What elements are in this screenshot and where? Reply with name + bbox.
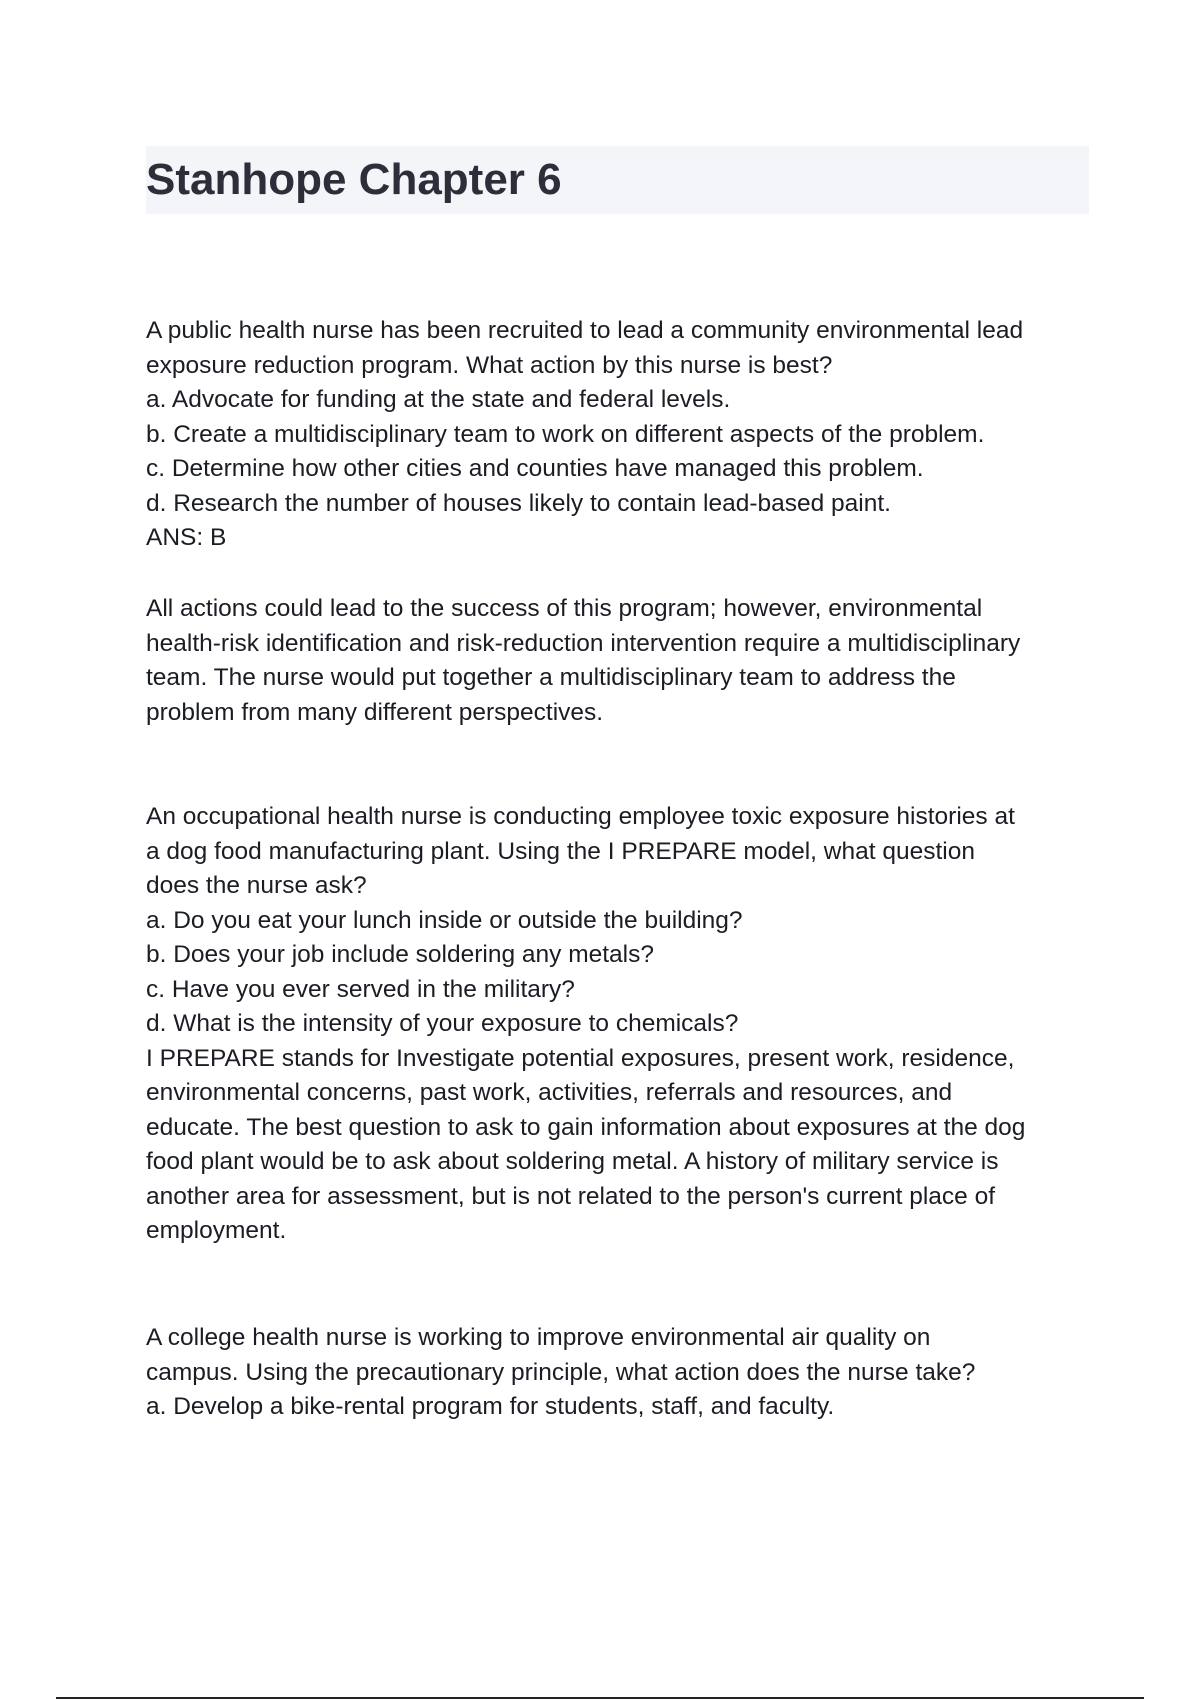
question-1-answer: ANS: B bbox=[146, 524, 227, 551]
question-2-rationale-line: food plant would be to ask about soldering metal. A history of military service is bbox=[146, 1148, 999, 1175]
question-2-stem-line: does the nurse ask? bbox=[146, 872, 367, 899]
question-3 bbox=[146, 1321, 1096, 1425]
question-1-option-b: b. Create a multidisciplinary team to work on different aspects of the problem. bbox=[146, 420, 985, 448]
question-3-stem-line: campus. Using the precautionary principle, what action does the nurse take? bbox=[146, 1358, 976, 1386]
question-1-option-c: c. Determine how other cities and counties have managed this problem. bbox=[146, 455, 924, 482]
question-2-stem-line: a dog food manufacturing plant. Using the I PREPARE model, what question bbox=[146, 837, 975, 865]
question-1-stem-line: A public health nurse has been recruited to lead a community environmental lead bbox=[146, 317, 1024, 344]
rationale-line: health-risk identification and risk-reduction intervention require a multidisciplinary bbox=[146, 629, 1021, 657]
question-2-rationale-line: another area for assessment, but is not related to the person's current place of bbox=[146, 1182, 996, 1210]
question-1-rationale bbox=[146, 592, 1096, 730]
question-3-stem-line: A college health nurse is working to improve environmental air quality on bbox=[146, 1324, 931, 1351]
question-2-option-b: b. Does your job include soldering any metals? bbox=[146, 941, 654, 968]
question-1-option-a: a. Advocate for funding at the state and federal levels. bbox=[146, 386, 731, 413]
question-2-rationale-line: I PREPARE stands for Investigate potential exposures, present work, residence, bbox=[146, 1044, 1015, 1072]
page-divider bbox=[56, 1697, 1144, 1699]
question-2 bbox=[146, 800, 1096, 1249]
question-2-rationale-line: environmental concerns, past work, activities, referrals and resources, and bbox=[146, 1079, 953, 1106]
question-1 bbox=[146, 314, 1096, 556]
question-2-option-c: c. Have you ever served in the military? bbox=[146, 975, 575, 1003]
rationale-line: team. The nurse would put together a multidisciplinary team to address the bbox=[146, 664, 956, 691]
page-title: Stanhope Chapter 6 bbox=[146, 155, 562, 204]
question-2-stem-line: An occupational health nurse is conducting employee toxic exposure histories at bbox=[146, 803, 1015, 830]
question-2-rationale-line: employment. bbox=[146, 1217, 287, 1244]
rationale-line: All actions could lead to the success of this program; however, environmental bbox=[146, 595, 983, 622]
question-2-option-a: a. Do you eat your lunch inside or outside the building? bbox=[146, 906, 743, 934]
question-2-rationale-line: educate. The best question to ask to gain information about exposures at the dog bbox=[146, 1113, 1026, 1141]
question-2-option-d: d. What is the intensity of your exposure to chemicals? bbox=[146, 1010, 739, 1037]
question-1-stem-line: exposure reduction program. What action by this nurse is best? bbox=[146, 351, 833, 379]
question-1-option-d: d. Research the number of houses likely to contain lead-based paint. bbox=[146, 489, 891, 517]
question-3-option-a: a. Develop a bike-rental program for students, staff, and faculty. bbox=[146, 1393, 835, 1420]
rationale-line: problem from many different perspectives. bbox=[146, 698, 604, 726]
